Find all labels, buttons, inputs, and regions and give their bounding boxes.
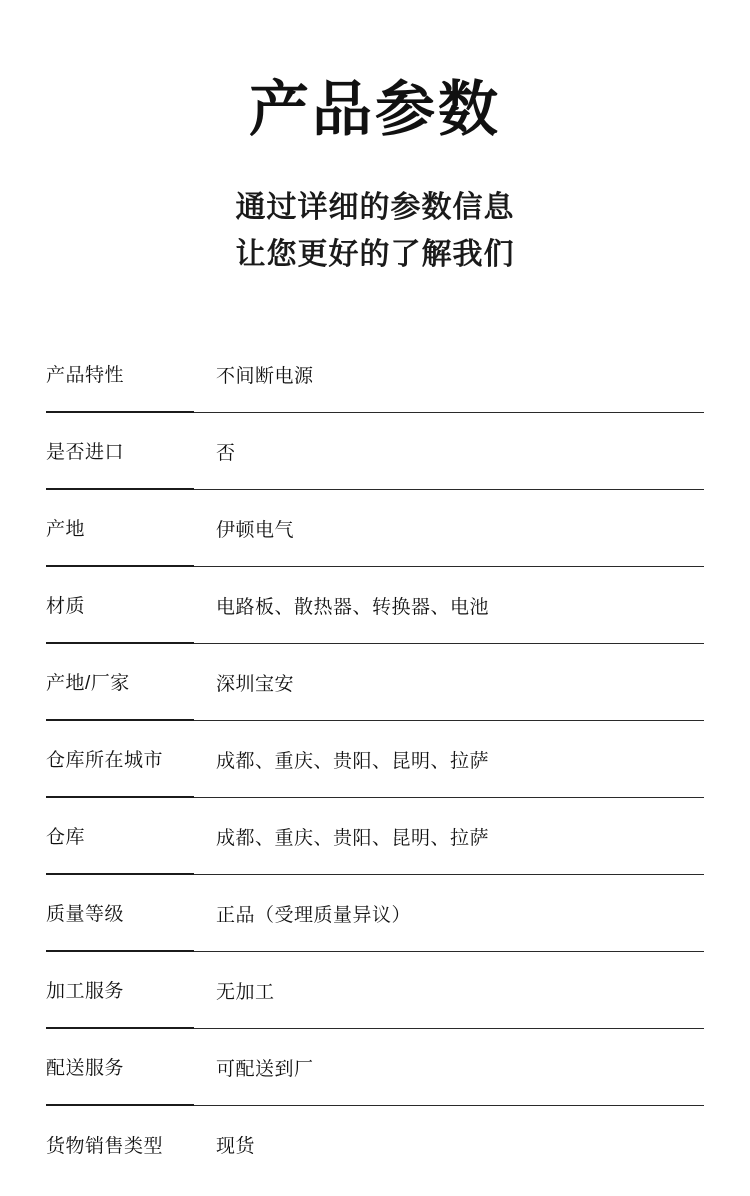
spec-label: 仓库所在城市 xyxy=(46,721,194,798)
spec-value: 伊顿电气 xyxy=(194,490,704,567)
table-row xyxy=(46,644,704,721)
spec-value: 不间断电源 xyxy=(194,336,704,413)
table-row xyxy=(46,721,704,798)
page-subtitle-line-1: 通过详细的参数信息 xyxy=(235,191,515,224)
spec-label: 产品特性 xyxy=(46,336,194,413)
spec-label: 质量等级 xyxy=(46,875,194,952)
spec-value: 成都、重庆、贵阳、昆明、拉萨 xyxy=(194,798,704,875)
page-title: 产品参数 xyxy=(249,76,501,143)
table-row xyxy=(46,336,704,413)
spec-value: 深圳宝安 xyxy=(194,644,704,721)
spec-label: 加工服务 xyxy=(46,952,194,1029)
table-row xyxy=(46,567,704,644)
table-row xyxy=(46,798,704,875)
table-row xyxy=(46,413,704,490)
spec-value: 电路板、散热器、转换器、电池 xyxy=(194,567,704,644)
table-row xyxy=(46,952,704,1029)
spec-value: 正品（受理质量异议） xyxy=(194,875,704,952)
spec-value: 无加工 xyxy=(194,952,704,1029)
spec-label: 是否进口 xyxy=(46,413,194,490)
spec-label: 产地/厂家 xyxy=(46,644,194,721)
spec-value: 可配送到厂 xyxy=(194,1029,704,1106)
spec-label: 材质 xyxy=(46,567,194,644)
page-header xyxy=(0,0,750,278)
spec-value: 成都、重庆、贵阳、昆明、拉萨 xyxy=(194,721,704,798)
table-row xyxy=(46,490,704,567)
spec-label: 仓库 xyxy=(46,798,194,875)
spec-value: 否 xyxy=(194,413,704,490)
spec-value: 现货 xyxy=(216,1136,256,1157)
table-row xyxy=(46,875,704,952)
spec-label: 产地 xyxy=(46,490,194,567)
spec-label: 货物销售类型 xyxy=(46,1136,164,1157)
table-row xyxy=(46,1106,704,1183)
table-row xyxy=(46,1029,704,1106)
page-subtitle-line-2: 让您更好的了解我们 xyxy=(235,237,515,271)
spec-table xyxy=(0,336,750,1183)
page-subtitle xyxy=(0,185,750,278)
spec-label: 配送服务 xyxy=(46,1029,194,1106)
